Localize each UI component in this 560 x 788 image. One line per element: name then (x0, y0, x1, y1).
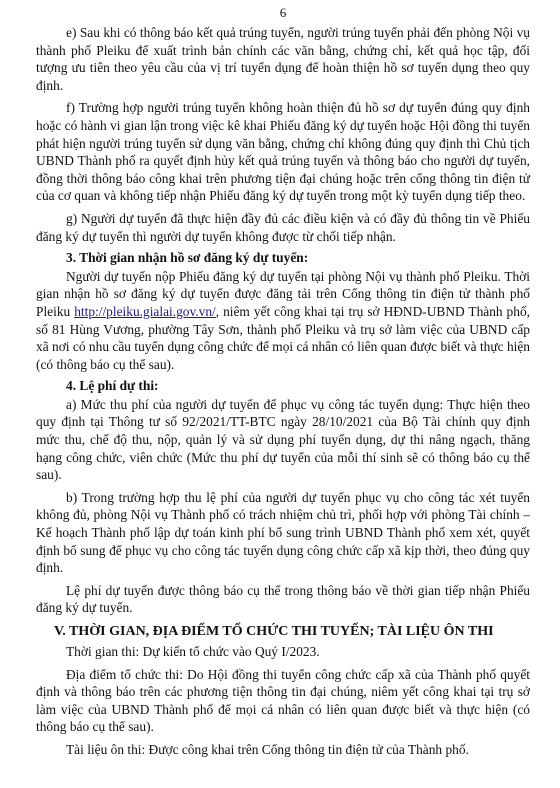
heading-section-3: 3. Thời gian nhận hồ sơ đăng ký dự tuyển: (66, 250, 309, 266)
heading-section-V: V. THỜI GIAN, ĐỊA ĐIỂM TỔ CHỨC THI TUYỂN; TÀI LIỆU ÔN THI (54, 624, 494, 639)
paragraph-4c: Lệ phí dự tuyển được thông báo cụ thể trong thông báo về thời gian tiếp nhận Phiếu đăng ký dự tuyển. (36, 582, 530, 616)
paragraph-3-text-end: , niêm yết công khai tại trụ sở HĐND-UBND Thành phố, số 81 Hùng Vương, phường Tây Sơn, thành phố Pleiku và trụ sở làm việc của UBND cấp xã nơi có nhu cầu tuyển dụng công chức để mọi cá nhân có liên quan được biết và thực hiện (có thông báo cụ thể sau). (36, 303, 530, 372)
heading-section-4: 4. Lệ phí dự thi: (66, 378, 159, 394)
paragraph-g: g) Người dự tuyển đã thực hiện đầy đủ các điều kiện và có đầy đủ thông tin về Phiếu đăng ký dự tuyển thì người dự tuyển không được từ chối tiếp nhận. (36, 210, 530, 244)
paragraph-exam-location: Địa điểm tổ chức thi: Do Hội đồng thi tuyển công chức cấp xã của Thành phố quyết định và thông báo trên các phương tiện thông tin đại chúng, niêm yết công khai tại trụ sở làm việc của UBND Thành phố để mọi cá nhân có liên quan được biết và thực hiện (có thông báo cụ thể sau). (36, 666, 530, 735)
paragraph-f: f) Trường hợp người trúng tuyển không hoàn thiện đủ hồ sơ dự tuyển đúng quy định hoặc có hành vi gian lận trong việc kê khai Phiếu đăng ký dự tuyển hoặc Hội đồng thi tuyển phát hiện người trúng tuyển sử dụng văn bằng, chứng chỉ không đúng quy định thì Chủ tịch UBND Thành phố ra quyết định hủy kết quả trúng tuyển và thông báo cho người dự tuyển, đồng thời thông báo công khai trên phương tiện đại chúng hoặc trên cổng thông tin điện tử của cơ quan và không tiếp nhận Phiếu đăng ký dự tuyển trong một kỳ tuyển dụng tiếp theo. (36, 100, 530, 204)
paragraph-e: e) Sau khi có thông báo kết quả trúng tuyển, người trúng tuyển phải đến phòng Nội vụ thành phố Pleiku để xuất trình bản chính các văn bằng, chứng chỉ, kết quả học tập, đối tượng ưu tiên theo yêu cầu của vị trí tuyển dụng để hoàn thiện hồ sơ tuyển dụng theo quy định. (36, 25, 530, 93)
paragraph-3-text-start: Người dự tuyển nộp Phiếu đăng ký dự tuyển tại phòng Nội vụ thành phố Pleiku. Thời gian nhận hồ sơ đăng ký dự tuyển được đăng tải trên Cổng thông tin điện tử thành phố Pleiku (36, 268, 530, 319)
paragraph-4b: b) Trong trường hợp thu lệ phí của người dự tuyển phục vụ cho công tác xét tuyển không đủ, phòng Nội vụ Thành phố có trách nhiệm chủ trì, phối hợp với phòng Tài chính – Kế hoạch Thành phố lập dự toán kinh phí bổ sung trình UBND Thành phố xem xét, quyết định bổ sung để phục vụ cho công tác tuyển dụng công chức cấp xã kịp thời, theo đúng quy định. (36, 489, 530, 576)
website-link[interactable]: http://pleiku.gialai.gov.vn/ (74, 303, 216, 319)
paragraph-3 (36, 268, 530, 374)
paragraph-4a: a) Mức thu phí của người dự tuyển để phục vụ công tác tuyển dụng: Thực hiện theo quy định tại Thông tư số 92/2021/TT-BTC ngày 28/10/2021 của Bộ Tài chính quy định mức thu, chế độ thu, nộp, quản lý và sử dụng phí tuyển dụng, dự thi nâng ngạch, thăng hạng công chức, viên chức (Mức thu phí dự tuyển của mỗi thí sinh sẽ có thông báo cụ thể sau). (36, 396, 530, 483)
paragraph-study-materials: Tài liệu ôn thi: Được công khai trên Cổng thông tin điện tử của Thành phố. (66, 741, 469, 757)
paragraph-exam-time: Thời gian thi: Dự kiến tổ chức vào Quý I/2023. (66, 644, 320, 659)
page-number: 6 (279, 5, 287, 20)
